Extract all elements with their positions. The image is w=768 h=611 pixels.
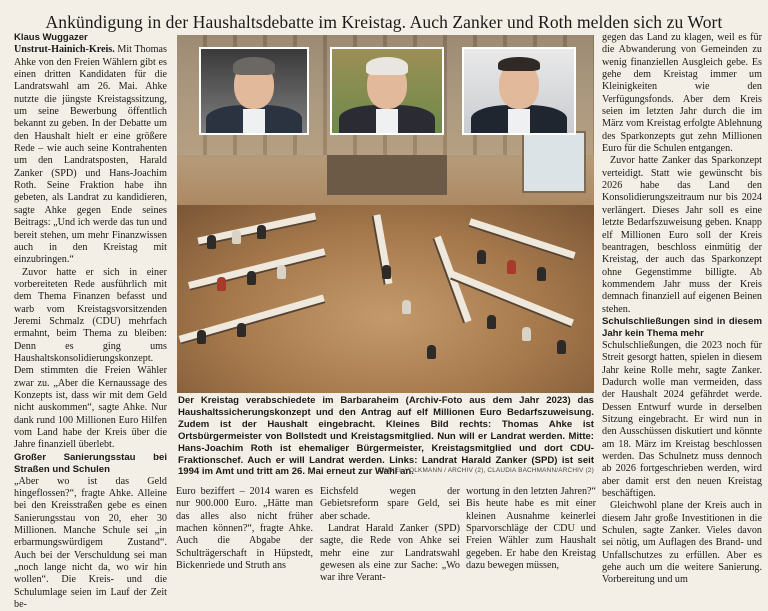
photo-person	[522, 327, 531, 341]
photo-person	[237, 323, 246, 337]
photo-person	[477, 250, 486, 264]
byline: Klaus Wuggazer	[14, 32, 88, 43]
photo-stage	[327, 155, 447, 195]
dateline: Unstrut-Hainich-Kreis.	[14, 44, 115, 56]
photo-floor	[177, 205, 594, 393]
photo-person	[277, 265, 286, 279]
photo-person	[232, 230, 241, 244]
portrait-hans-joachim-roth	[330, 47, 444, 135]
paragraph: wortung in den letzten Jahren?“ Bis heute habe es mit einer kleinen Ausnahme keinerlei Sparvorschläge der CDU und Freien Wähler zum Haushalt gegeben. Er habe den Kreistag dazu bewegen müssen,	[466, 486, 596, 572]
paragraph: Gleichwohl plane der Kreis auch in diesem Jahr große Investitionen in die Schulen, sagte Zanker. Vieles davon sei nötig, um Auflagen des Brand- und Unfallschutzes zu erfüllen. Aber es gehe auch um die weitere Sanierung. Vorbereitung und um	[602, 500, 762, 586]
portrait-thomas-ahke	[199, 47, 309, 135]
portrait-shirt	[376, 109, 398, 135]
paragraph: gegen das Land zu klagen, weil es für die Abwanderung von Gemeinden zu wenig finanziellen Ausgleich gebe. Es gehe dem Kreistag immer um Kleinigkeiten wie den Verfügungsfonds. Aber dem Kreis seien im letzten Jahr durch die im März vom Kreistag erfolgte Ablehnung des Sparkonzepts gut zehn Millionen Euro für die Schulen entgangen.	[602, 32, 762, 155]
photo-table	[188, 248, 326, 291]
subhead-sanierungsstau: Großer Sanierungsstau bei Straßen und Schulen	[14, 451, 167, 475]
photo-caption: Der Kreistag verabschiedete im Barbaraheim (Archiv-Foto aus dem Jahr 2023) das Haushaltssicherungskonzept und den Antrag auf elf Millionen Euro Bedarfszuweisung. Zudem ist der Haushalt eingebracht. Kleines Bild rechts: Thomas Ahke ist Ortsbürgermeister von Bollstedt und Kreistagsmitglied. Nun will er Landrat werden. Mitte: Hans-Joachim Roth ist ehemaliger Bürgermeister, Kreistagsmitglied und dort CDU-Fraktionschef. Auch er will Landrat werden. Links: Landrat Harald Zanker (SPD) ist seit 1994 im Amt und tritt am 26. Mai erneut zur Wahl an.	[178, 395, 594, 478]
photo-person	[247, 271, 256, 285]
paragraph: Zuvor hatte er sich in einer vorbereiteten Rede ausführlich mit dem Thema Finanzen befasst und warb vom Kreistagsvorsitzenden Jeremi Schmalz (CDU) mehrfach ermahnt, beim Thema zu bleiben: Denn es ging ums Haushaltskonsolidierungskonzept. Dem stimmten die Freien Wähler zwar zu. „Aber die Kernaussage des Konzepts ist, dass wir mit dem Geld nicht auskommen“, sagte Ahke. Nur dank rund 100 Millionen Euro Hilfen vom Land habe der Kreis über die Jahre finanziell überlebt.	[14, 266, 167, 451]
photo-person	[427, 345, 436, 359]
lead-text: Mit Thomas Ahke von den Freien Wählern gibt es einen dritten Kandidaten für die Landratswahl am 26. Mai. Ahke nutzte die jüngste Kreistagssitzung, um seine Bewerbung öffentlich bekannt zu geben. In der Debatte um den Haushalt hielt er eine größere Rede – wie auch seine Kontrahenten um den Landratsposten, Harald Zanker (SPD) und Hans-Joachim Roth. Seine Fraktion habe ihn gebeten, als Landrat zu kandidieren, sagte Ahke gegen Ende seines Beitrags: „Und ich werde das tun und bereit stehen, um mehr Finanzwissen auch in den Kreistag mit einzubringen.“	[14, 44, 167, 266]
paragraph: Zuvor hatte Zanker das Sparkonzept verteidigt. Statt wie gewünscht bis 2026 habe das Land den Konsolidierungszeitraum nur bis 2024 verlängert. Dieses Jahr soll es eine letzte Bedarfszuweisung geben. Knapp elf Millionen Euro soll der Kreis beantragen, beschloss einmütig der Kreistag, der auch das Sparkonzept ohne Gegenstimme billigte. Ab kommendem Jahr muss der Kreis demnach finanziell auf eigenen Beinen stehen.	[602, 155, 762, 315]
paragraph: Eichsfeld wegen der Gebietsreform spare Geld, sei aber schade.	[320, 486, 460, 522]
photo-person	[557, 340, 566, 354]
photo-person	[487, 315, 496, 329]
portrait-hair	[498, 57, 540, 71]
photo-screen	[522, 131, 586, 193]
photo-person	[507, 260, 516, 274]
kreistag-photo	[177, 35, 594, 393]
photo-person	[402, 300, 411, 314]
photo-credit: DANIEL VOLKMANN / ARCHIV (2), CLAUDIA BACHMANN/ARCHIV (2)	[378, 467, 594, 474]
paragraph: Euro beziffert – 2014 waren es nur 900.000 Euro. „Hätte man das alles also nicht früher machen können?“, fragte Ahke. Auch die Abgabe der Schulträgerschaft in Hüpstedt, Bickenriede und Struth ans	[176, 486, 313, 572]
photo-person	[207, 235, 216, 249]
subhead-schulschliessungen: Schulschließungen sind in diesem Jahr kein Thema mehr	[602, 315, 762, 339]
photo-person	[382, 265, 391, 279]
article-column-1	[14, 32, 167, 611]
portrait-shirt	[243, 109, 265, 135]
article-column-2	[176, 486, 313, 572]
photo-person	[537, 267, 546, 281]
portrait-harald-zanker	[462, 47, 576, 135]
article-column-3	[320, 486, 460, 585]
headline: Ankündigung in der Haushaltsdebatte im Kreistag. Auch Zanker und Roth melden sich zu Wort	[45, 11, 723, 32]
lead-paragraph	[14, 44, 167, 266]
paragraph: Schulschließungen, die 2023 noch für Streit gesorgt hatten, spielen in diesem Jahr keine Rolle mehr, sagte Zanker. Dadurch wolle man vermeiden, dass der Haushalt 2024 gefährdet werde. Dessen Entwurf wurde in derselben Sitzung eingebracht. Er wird nun in den Ausschüssen diskutiert und könnte am 18. März im Kreistag beschlossen werden. Das Schulnetz muss dennoch ab 2026 fortgeschrieben werden, wird aber damit erst den neuen Kreistag beschäftigen.	[602, 339, 762, 500]
portrait-shirt	[508, 109, 530, 135]
article-column-5	[602, 32, 762, 587]
portrait-hair	[366, 57, 408, 75]
portrait-hair	[233, 57, 275, 75]
photo-person	[257, 225, 266, 239]
photo-person	[197, 330, 206, 344]
photo-person	[217, 277, 226, 291]
paragraph: „Aber wo ist das Geld hingeflossen?“, fragte Ahke. Alleine bei den Kreisstraßen gebe es einen Sanierungsstau von 20, eher 30 Millionen. Manche Schule sei „in erbarmungswürdigem Zustand“. Auch bei der Verschuldung sei man „noch lange nicht da, wo wir hin wollen“. Die Kreis- und die Schulumlage seien im Lauf der Zeit be-	[14, 475, 167, 611]
article-column-4	[466, 486, 596, 572]
paragraph: Landrat Harald Zanker (SPD) sagte, die Rede von Ahke sei mehr eine zur Landratswahl gewesen als eine zur Sache: „Wo war ihre Verant-	[320, 523, 460, 584]
